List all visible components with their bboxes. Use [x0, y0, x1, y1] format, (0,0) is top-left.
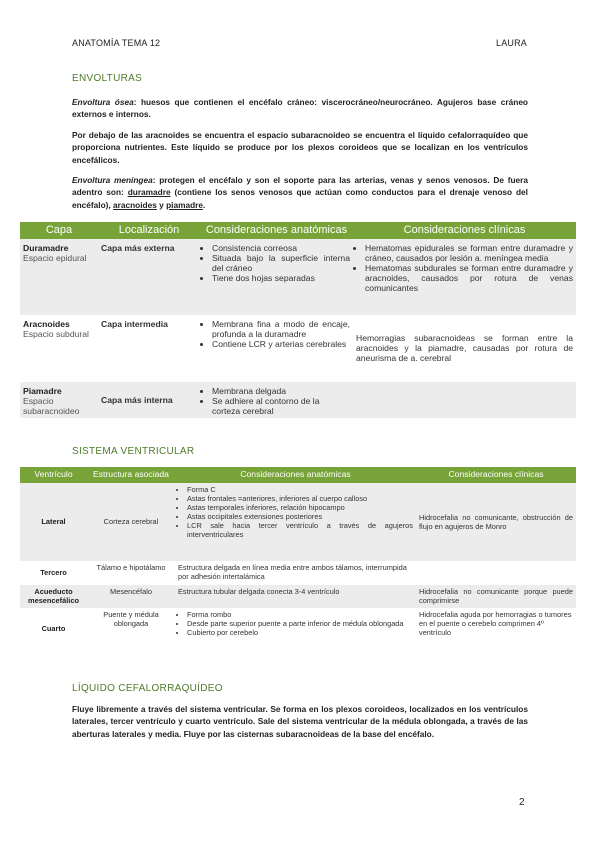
paragraph-envoltura-osea — [72, 96, 528, 121]
layer-space: Espacio epidural — [23, 253, 87, 263]
paragraph-lcr-text: Fluye libremente a través del sistema ventricular. Se forma en los plexos coroideos, localizados en los ventrículos laterales, tercer ventrículo y cuarto ventrículo. Sale del sistema ventricular de la médula oblongada, a través de las aberturas laterales y media. Fluye por las cisternas subaracnoideas de la base del encéfalo. — [72, 704, 528, 739]
cell-clinical: Hidrocefalia aguda por hemorragias o tumores en el puente o cerebelo comprimen 4º ventrículo — [419, 609, 572, 637]
ventricles-table — [20, 467, 576, 650]
cell-anatomical — [200, 315, 353, 382]
list-item: • Hematomas subdurales se forman entre duramadre y aracnoides, causados por rotura de venas comunicantes — [365, 263, 573, 293]
cell-clinical: Hemorragias subaracnoideas se forman entre la aracnoides y la piamadre, causadas por rotura de aneurisma de a. cerebral — [356, 333, 573, 363]
meningea-text-c: y — [156, 199, 167, 210]
cell-location: Capa más externa — [98, 239, 200, 315]
list-item: • Contiene LCR y arterias cerebrales — [212, 339, 350, 349]
term-piamadre: piamadre — [166, 199, 203, 210]
list-item: • Situada bajo la superficie interna del cráneo — [212, 253, 350, 273]
meninges-table — [20, 222, 576, 418]
ventricles-table-header — [20, 467, 576, 483]
meningea-text-d: . — [202, 199, 206, 210]
cell-structure: Corteza cerebral — [87, 483, 175, 561]
cell-anatomical — [200, 382, 353, 418]
cell-ventricle: Lateral — [20, 483, 87, 561]
col-header-localizacion: Localización — [98, 222, 200, 239]
col-header-ventriculo: Ventrículo — [20, 467, 87, 483]
cell-structure: Mesencéfalo — [87, 585, 175, 608]
cell-structure: Tálamo e hipotálamo — [96, 562, 166, 572]
list-item: • Desde parte superior puente a parte inferior de médula oblongada — [187, 619, 413, 628]
section-title-sistema-ventricular: SISTEMA VENTRICULAR — [72, 446, 195, 457]
cell-structure: Puente y médula oblongada — [103, 609, 159, 628]
cell-anatomical — [175, 483, 416, 561]
layer-space: Espacio subdural — [23, 329, 89, 339]
table-row-cuarto — [20, 608, 576, 650]
col-header-clinicas: Consideraciones clínicas — [416, 467, 576, 483]
table-row-aracnoides — [20, 315, 576, 382]
list-item: • Astas frontales =anteriores, inferiores al cuerpo calloso — [187, 494, 413, 503]
meninges-table-header — [20, 222, 576, 239]
col-header-clinicas: Consideraciones clínicas — [353, 222, 576, 239]
cell-clinical — [353, 382, 576, 418]
paragraph-envoltura-meningea — [72, 174, 528, 211]
list-item: • Astas temporales inferiores, relación hipocampo — [187, 503, 413, 512]
list-item: • Tiene dos hojas separadas — [212, 273, 350, 283]
cell-anatomical: Estructura tubular delgada conecta 3-4 ventrículo — [175, 585, 416, 608]
cell-clinical: Hidrocefalia no comunicante, obstrucción de flujo en agujeros de Monro — [416, 483, 576, 561]
col-header-anatomicas: Consideraciones anatómicas — [200, 222, 353, 239]
table-row-lateral — [20, 483, 576, 561]
layer-name: Aracnoides — [23, 319, 70, 329]
paragraph-espacio-subaracnoideo-text: Por debajo de las aracnoides se encuentra el espacio subaracnoideo se encuentra el líquido cefalorraquídeo que proporciona nutrientes. Este líquido se produce por los plexos coroideos que se localizan en los ventrículos encefálicos. — [72, 130, 528, 165]
list-item: • LCR sale hacia tercer ventrículo a través de agujeros interventriculares — [187, 521, 413, 539]
header-subject: ANATOMÍA TEMA 12 — [72, 38, 161, 48]
cell-ventricle: Acueducto mesencefálico — [20, 585, 87, 608]
section-title-envolturas: ENVOLTURAS — [72, 73, 143, 84]
list-item: • Astas occipitales extensiones posteriores — [187, 512, 413, 521]
term-envoltura-meningea: Envoltura meníngea — [72, 175, 153, 185]
list-item: • Membrana delgada — [212, 386, 350, 396]
term-duramadre: duramadre — [127, 187, 171, 198]
cell-clinical — [416, 561, 576, 585]
col-header-anatomicas: Consideraciones anatómicas — [175, 467, 416, 483]
cell-anatomical: Estructura delgada en línea media entre ambos tálamos, interrumpida por adhesión intertalámica — [178, 562, 407, 581]
cell-layer — [20, 239, 98, 315]
list-item: • Hematomas epidurales se forman entre duramadre y cráneo, causados por lesión a. meníngea media — [365, 243, 573, 263]
list-item: • Consistencia correosa — [212, 243, 350, 253]
list-item: • Forma C — [187, 485, 413, 494]
term-envoltura-osea: Envoltura ósea — [72, 97, 134, 107]
cell-location: Capa intermedia — [101, 319, 168, 329]
col-header-estructura: Estructura asociada — [87, 467, 175, 483]
list-item: • Cubierto por cerebelo — [187, 628, 413, 637]
list-item: • Forma rombo — [187, 610, 413, 619]
meningea-text-a: : protegen el encéfalo y son el soporte para las arterias, venas y senos venosos. De fuera adentro son: — [72, 175, 528, 198]
term-aracnoides: aracnoides — [113, 199, 157, 210]
meningea-text-b: (contiene los senos venosos que actúan como conductos para el drenaje venoso del encéfalo), — [72, 187, 528, 210]
paragraph-espacio-subaracnoideo — [72, 129, 528, 166]
cell-anatomical — [175, 608, 416, 650]
cell-layer — [20, 382, 98, 418]
table-row-piamadre — [20, 382, 576, 418]
layer-name: Duramadre — [23, 243, 69, 253]
page-number: 2 — [519, 797, 525, 808]
table-row-tercero — [20, 561, 576, 585]
header-author: LAURA — [496, 38, 528, 48]
cell-clinical — [353, 239, 576, 315]
layer-name: Piamadre — [23, 386, 62, 396]
section-title-lcr: LÍQUIDO CEFALORRAQUÍDEO — [72, 683, 223, 694]
cell-ventricle: Cuarto — [41, 624, 66, 633]
paragraph-envoltura-osea-text: : huesos que contienen el encéfalo cráneo: viscerocráneo/neurocráneo. Agujeros base cráneo externos e internos. — [72, 97, 528, 120]
paragraph-lcr — [72, 703, 528, 740]
table-row-duramadre — [20, 239, 576, 315]
col-header-capa: Capa — [20, 222, 98, 239]
cell-anatomical — [200, 239, 353, 315]
cell-clinical: Hidrocefalia no comunicante porque puede comprimirse — [416, 585, 576, 608]
cell-layer — [20, 315, 98, 382]
table-row-acueducto — [20, 585, 576, 608]
list-item: • Se adhiere al contorno de la corteza cerebral — [212, 396, 350, 416]
cell-location: Capa más interna — [98, 382, 200, 418]
layer-space: Espacio subaracnoideo — [23, 396, 80, 416]
list-item: • Membrana fina a modo de encaje, profunda a la duramadre — [212, 319, 350, 339]
cell-ventricle: Tercero — [40, 568, 67, 577]
